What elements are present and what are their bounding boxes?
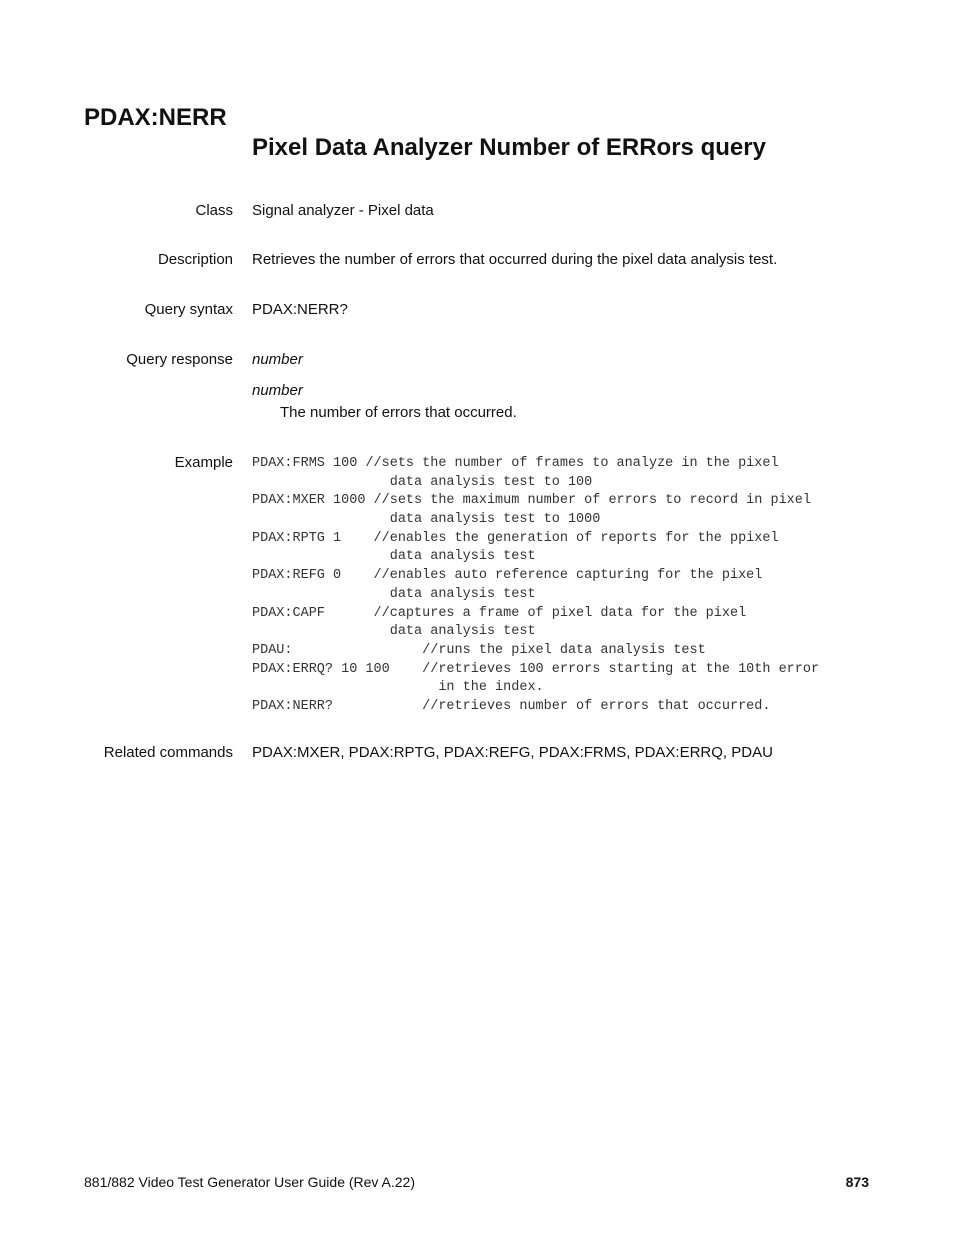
code-line: in the index. <box>252 680 544 696</box>
code-line: PDAX:MXER 1000 //sets the maximum number of errors to record in pixel <box>252 493 811 509</box>
example-label: Example <box>174 454 233 471</box>
code-line: PDAX:CAPF //captures a frame of pixel data for the pixel <box>252 605 747 621</box>
related-commands-label: Related commands <box>103 744 233 761</box>
command-title: PDAX:NERR <box>84 104 227 131</box>
code-line: data analysis test to 100 <box>252 474 593 490</box>
page-number: 873 <box>845 1174 869 1190</box>
example-code-block <box>252 455 819 717</box>
param-description: The number of errors that occurred. <box>280 404 517 421</box>
code-line: data analysis test <box>252 586 536 602</box>
class-label: Class <box>195 202 233 219</box>
description-label: Description <box>157 251 233 268</box>
query-response-value: number <box>252 351 303 368</box>
command-subtitle: Pixel Data Analyzer Number of ERRors query <box>252 134 766 161</box>
description-value: Retrieves the number of errors that occurred during the pixel data analysis test. <box>252 251 778 268</box>
query-syntax-label: Query syntax <box>144 301 233 318</box>
code-line: data analysis test <box>252 549 536 565</box>
footer-guide-title: 881/882 Video Test Generator User Guide (Rev A.22) <box>84 1174 416 1190</box>
query-response-label: Query response <box>126 351 233 368</box>
code-line: data analysis test to 1000 <box>252 512 601 528</box>
class-value: Signal analyzer - Pixel data <box>252 202 434 219</box>
code-line: PDAX:RPTG 1 //enables the generation of reports for the ppixel <box>252 530 779 546</box>
code-line: PDAX:REFG 0 //enables auto reference capturing for the pixel <box>252 568 763 584</box>
code-line: PDAX:FRMS 100 //sets the number of frames to analyze in the pixel <box>252 456 779 471</box>
query-syntax-value: PDAX:NERR? <box>252 301 348 318</box>
related-commands-value: PDAX:MXER, PDAX:RPTG, PDAX:REFG, PDAX:FRMS, PDAX:ERRQ, PDAU <box>252 744 773 761</box>
code-line: data analysis test <box>252 624 536 640</box>
code-line: PDAU: //runs the pixel data analysis test <box>252 642 706 658</box>
code-line: PDAX:NERR? //retrieves number of errors that occurred. <box>252 698 771 714</box>
param-name: number <box>252 382 303 399</box>
code-line: PDAX:ERRQ? 10 100 //retrieves 100 errors starting at the 10th error <box>252 661 820 677</box>
